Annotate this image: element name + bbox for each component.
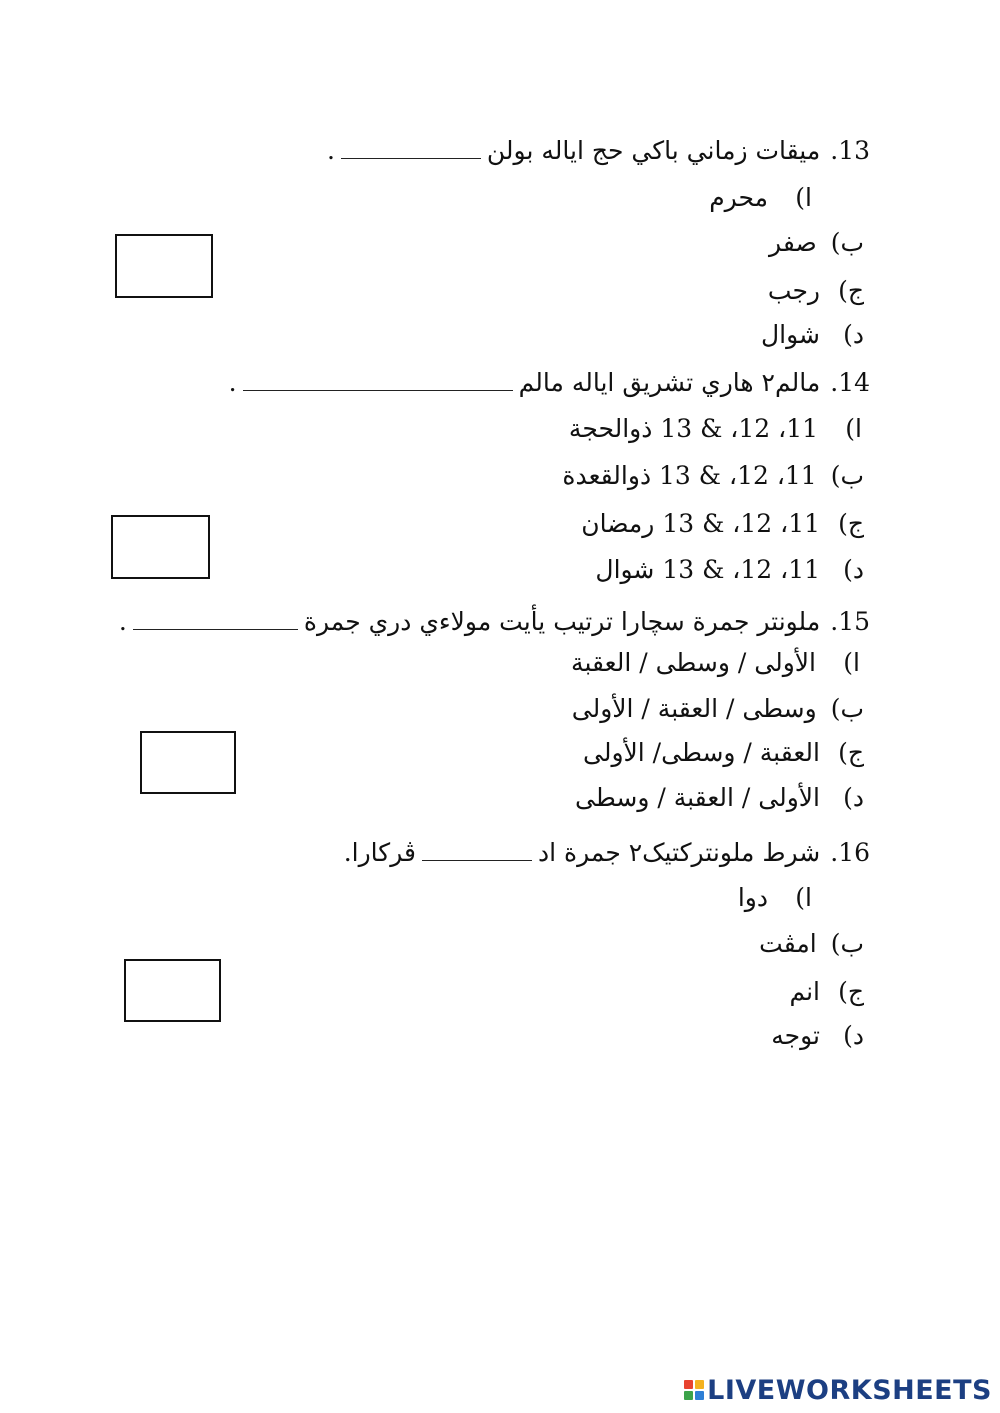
option-letter: د) [843, 555, 864, 584]
question-13 [327, 134, 870, 168]
option-15-d [575, 781, 864, 815]
question-number: 13. [830, 136, 870, 165]
brand-name: LIVEWORKSHEETS [707, 1374, 992, 1406]
liveworksheets-brand [684, 1375, 992, 1405]
answer-box-15[interactable] [140, 731, 236, 794]
answer-input-14[interactable] [113, 517, 212, 579]
option-text: محرم [709, 183, 768, 212]
option-14-b [562, 459, 864, 493]
logo-square-red [684, 1380, 693, 1389]
option-14-d [595, 553, 864, 587]
option-letter: د) [843, 320, 864, 349]
option-letter: ج) [838, 977, 864, 1006]
option-13-d [761, 318, 864, 352]
question-end: . [326, 136, 335, 165]
option-15-c [583, 736, 864, 770]
answer-input-13[interactable] [117, 236, 215, 298]
option-letter: د) [843, 1021, 864, 1050]
answer-blank [422, 840, 532, 861]
question-text: ميقات زماني باکي حج اياله بولن [486, 136, 821, 165]
option-16-c [789, 975, 864, 1009]
option-text: توجه [771, 1021, 820, 1050]
question-15 [119, 605, 870, 639]
option-letter: ا) [795, 883, 812, 912]
option-15-a [571, 646, 860, 680]
question-number: 16. [830, 838, 870, 867]
option-letter: ا) [795, 183, 812, 212]
question-text: مالم٢ هاري تشريق اياله مالم [518, 368, 821, 397]
answer-box-16[interactable] [124, 959, 221, 1022]
option-letter: ب) [830, 929, 864, 958]
answer-blank [341, 138, 481, 159]
question-end: ڤرکارا. [343, 838, 416, 867]
question-text: شرط ملونترکتيک٢ جمرة اد [537, 838, 821, 867]
option-text: دوا [737, 883, 768, 912]
option-13-a [709, 181, 812, 215]
option-text: 11، 12، & 13 ذوالحجة [568, 414, 818, 443]
option-16-d [771, 1019, 864, 1053]
option-text: رجب [767, 276, 820, 305]
option-letter: ا) [843, 648, 860, 677]
question-number: 14. [830, 368, 870, 397]
logo-square-yellow [695, 1380, 704, 1389]
answer-blank [133, 609, 298, 630]
logo-square-green [684, 1391, 693, 1400]
option-letter: د) [843, 783, 864, 812]
option-letter: ب) [830, 228, 864, 257]
answer-input-15[interactable] [142, 733, 238, 794]
option-text: 11، 12، & 13 شوال [595, 555, 820, 584]
option-13-b [769, 226, 864, 260]
option-text: وسطى / العقبة / الأولى [571, 694, 817, 723]
question-end: . [118, 607, 127, 636]
option-16-a [738, 881, 812, 915]
answer-blank [243, 370, 513, 391]
option-text: امڤت [759, 929, 817, 958]
option-14-c [581, 507, 864, 541]
answer-box-13[interactable] [115, 234, 213, 298]
option-text: 11، 12، & 13 رمضان [581, 509, 820, 538]
option-letter: ج) [838, 509, 864, 538]
answer-input-16[interactable] [126, 961, 223, 1022]
option-letter: ب) [830, 461, 864, 490]
option-letter: ج) [838, 738, 864, 767]
question-number: 15. [830, 607, 870, 636]
question-end: . [228, 368, 237, 397]
option-text: العقبة / وسطى/ الأولى [583, 738, 820, 767]
option-letter: ا) [845, 414, 862, 443]
option-16-b [759, 927, 864, 961]
option-13-c [768, 274, 864, 308]
logo-square-blue [695, 1391, 704, 1400]
liveworksheets-logo-icon [684, 1380, 704, 1400]
option-14-a [569, 412, 862, 446]
question-16 [344, 836, 870, 870]
option-text: الأولى / العقبة / وسطى [575, 783, 820, 812]
question-text: ملونتر جمرة سچارا ترتيب يأيت مولاءي دري جمرة [303, 607, 821, 636]
question-14 [229, 366, 870, 400]
option-text: صفر [769, 228, 817, 257]
option-text: انم [789, 977, 820, 1006]
answer-box-14[interactable] [111, 515, 210, 579]
option-letter: ج) [838, 276, 864, 305]
option-text: 11، 12، & 13 ذوالقعدة [562, 461, 817, 490]
option-letter: ب) [830, 694, 864, 723]
option-text: الأولى / وسطى / العقبة [571, 648, 816, 677]
option-text: شوال [761, 320, 820, 349]
option-15-b [572, 692, 864, 726]
